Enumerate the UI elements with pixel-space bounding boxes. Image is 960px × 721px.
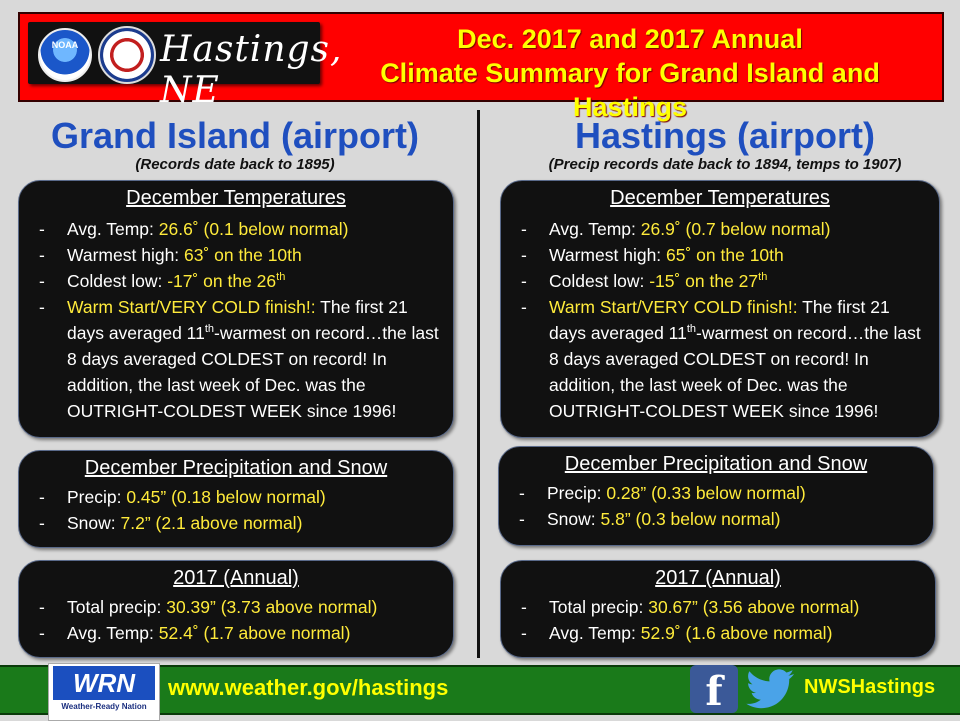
- twitter-icon[interactable]: [744, 667, 796, 713]
- annual-precip-line: - Total precip: 30.39” (3.73 above normal): [39, 594, 441, 620]
- snow-line: - Snow: 5.8” (0.3 below normal): [519, 506, 921, 532]
- annual-panel-hastings: 2017 (Annual) - Total precip: 30.67” (3.56 above normal) - Avg. Temp: 52.9˚ (1.6 above normal): [500, 560, 936, 658]
- coldest-low-line: - Coldest low: -17˚ on the 26th: [39, 268, 441, 294]
- office-city: Hastings, NE: [160, 29, 343, 111]
- coldest-low-line: - Coldest low: -15˚ on the 27th: [521, 268, 927, 294]
- annual-precip-line: - Total precip: 30.67” (3.56 above normal): [521, 594, 923, 620]
- dec-precip-panel-hastings: December Precipitation and Snow - Precip: 0.28” (0.33 below normal) - Snow: 5.8” (0.3 below normal): [498, 446, 934, 546]
- site-subtitle: (Records date back to 1895): [135, 156, 335, 173]
- site-subtitle: (Precip records date back to 1894, temps to 1907): [548, 156, 902, 173]
- cold-finish-note: - Warm Start/VERY COLD finish!: The first 21 days averaged 11th-warmest on record…the last 8 days averaged COLDEST on record! In addition, the last week of Dec. was the OUTRIGHT-COLDEST WEEK since 1996!: [39, 294, 441, 424]
- precip-line: - Precip: 0.45” (0.18 below normal): [39, 484, 441, 510]
- header-banner: [18, 12, 944, 122]
- dec-precip-panel-grand-island: December Precipitation and Snow - Precip: 0.45” (0.18 below normal) - Snow: 7.2” (2.1 above normal): [18, 450, 454, 548]
- site-title: Grand Island (airport): [50, 115, 420, 156]
- social-handle[interactable]: NWSHastings: [804, 676, 936, 698]
- annual-panel-grand-island: 2017 (Annual) - Total precip: 30.39” (3.73 above normal) - Avg. Temp: 52.4˚ (1.7 above normal): [18, 560, 454, 658]
- snow-line: - Snow: 7.2” (2.1 above normal): [39, 510, 441, 536]
- noaa-logo-icon: NOAA: [38, 28, 92, 82]
- warmest-high-line: - Warmest high: 65˚ on the 10th: [521, 242, 927, 268]
- warmest-high-line: - Warmest high: 63˚ on the 10th: [39, 242, 441, 268]
- cold-finish-note: - Warm Start/VERY COLD finish!: The first 21 days averaged 11th-warmest on record…the last 8 days averaged COLDEST on record! In addition, the last week of Dec. was the OUTRIGHT-COLDEST WEEK since 1996!: [521, 294, 927, 424]
- office-badge: [28, 22, 343, 111]
- page-title: Dec. 2017 and 2017 Annual Climate Summary for Grand Island and Hastings: [380, 24, 880, 122]
- dec-temps-panel-grand-island: December Temperatures - Avg. Temp: 26.6˚ (0.1 below normal) - Warmest high: 63˚ on the 10th - Coldest low: -17˚ on the 26th - Warm Start/VERY COLD finish!: The first 21 days averaged 11th-warmest on record…the last 8 days averaged COLDEST on record! In addition, the last week of Dec. was the OUTRIGHT-COLDEST WEEK since 1996!: [18, 180, 454, 438]
- annual-temp-line: - Avg. Temp: 52.4˚ (1.7 above normal): [39, 620, 441, 646]
- nws-logo-icon: [98, 26, 156, 84]
- hastings-column: [490, 110, 960, 173]
- avg-temp-line: - Avg. Temp: 26.6˚ (0.1 below normal): [39, 216, 441, 242]
- annual-temp-line: - Avg. Temp: 52.9˚ (1.6 above normal): [521, 620, 923, 646]
- precip-line: - Precip: 0.28” (0.33 below normal): [519, 480, 921, 506]
- avg-temp-line: - Avg. Temp: 26.9˚ (0.7 below normal): [521, 216, 927, 242]
- site-title: Hastings (airport): [574, 115, 876, 156]
- footer-bar: [0, 665, 960, 715]
- weather-ready-nation-logo-icon: WRN Weather-Ready Nation: [48, 663, 160, 721]
- column-divider: [477, 110, 480, 658]
- website-link[interactable]: www.weather.gov/hastings: [168, 675, 449, 700]
- facebook-icon[interactable]: f: [690, 665, 738, 713]
- grand-island-column: [0, 110, 470, 173]
- dec-temps-panel-hastings: December Temperatures - Avg. Temp: 26.9˚ (0.7 below normal) - Warmest high: 65˚ on the 10th - Coldest low: -15˚ on the 27th - Warm Start/VERY COLD finish!: The first 21 days averaged 11th-warmest on record…the last 8 days averaged COLDEST on record! In addition, the last week of Dec. was the OUTRIGHT-COLDEST WEEK since 1996!: [500, 180, 940, 438]
